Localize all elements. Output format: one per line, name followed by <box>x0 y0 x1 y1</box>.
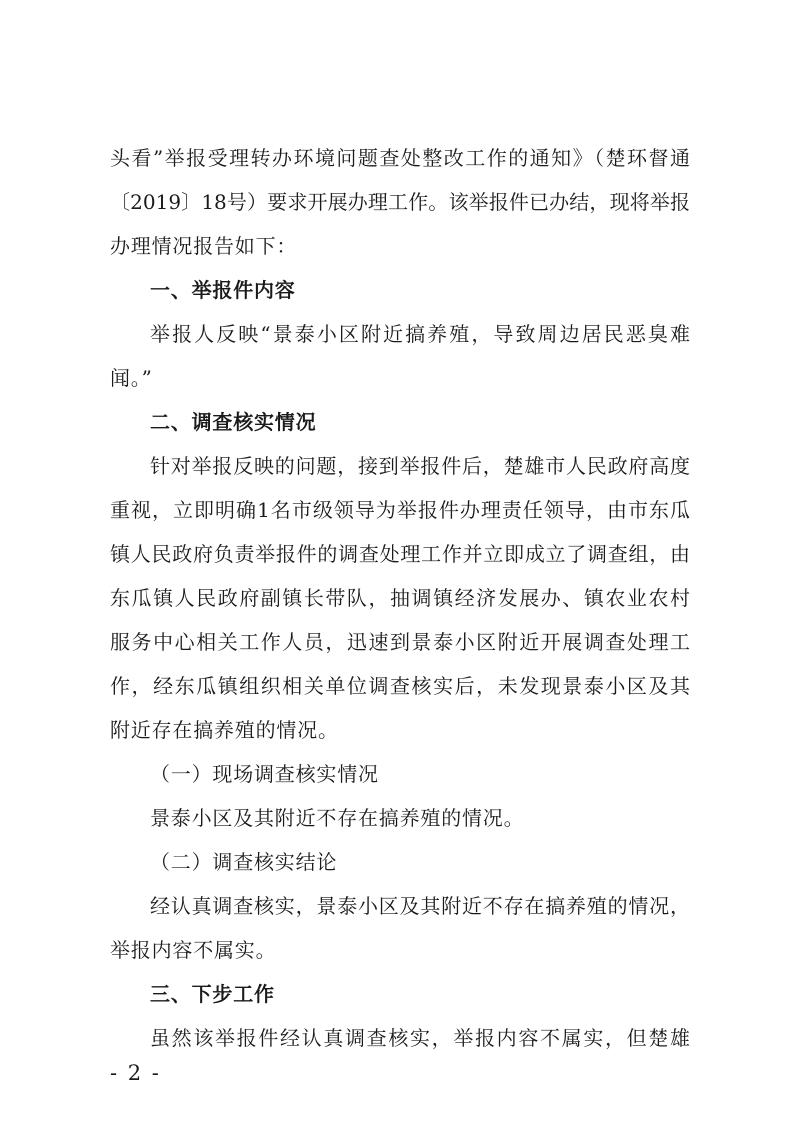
body-line-18: 经认真调查核实，景泰小区及其附近不存在搞养殖的情况， <box>150 894 690 918</box>
subsection-heading-2: （二）调查核实结论 <box>150 850 338 874</box>
body-line-5: 举报人反映“景泰小区附近搞养殖，导致周边居民恶臭难 <box>150 322 690 346</box>
body-line-19: 举报内容不属实。 <box>110 938 277 962</box>
body-line-13: 作，经东瓜镇组织相关单位调查核实后，未发现景泰小区及其 <box>110 674 690 698</box>
subsection-heading-1: （一）现场调查核实情况 <box>150 762 379 786</box>
section-heading-1: 一、举报件内容 <box>150 278 296 302</box>
body-line-12: 服务中心相关工作人员，迅速到景泰小区附近开展调查处理工 <box>110 630 690 654</box>
body-line-21: 虽然该举报件经认真调查核实，举报内容不属实，但楚雄 <box>150 1026 690 1050</box>
body-line-14: 附近存在搞养殖的情况。 <box>110 718 339 742</box>
page-number: - 2 - <box>110 1061 161 1085</box>
body-line-1: 头看”举报受理转办环境问题查处整改工作的通知》（楚环督通 <box>110 146 690 170</box>
body-line-2: 〔2019〕18号）要求开展办理工作。该举报件已办结，现将举报 <box>110 190 690 214</box>
body-line-3: 办理情况报告如下： <box>110 234 298 258</box>
body-line-9: 重视，立即明确1名市级领导为举报件办理责任领导，由市东瓜 <box>110 498 690 522</box>
body-line-8: 针对举报反映的问题，接到举报件后，楚雄市人民政府高度 <box>150 454 690 478</box>
body-line-11: 东瓜镇人民政府副镇长带队，抽调镇经济发展办、镇农业农村 <box>110 586 690 610</box>
section-heading-2: 二、调查核实情况 <box>150 410 317 434</box>
body-line-6: 闻。” <box>110 366 153 390</box>
body-line-16: 景泰小区及其附近不存在搞养殖的情况。 <box>150 806 525 830</box>
section-heading-3: 三、下步工作 <box>150 982 275 1006</box>
body-line-10: 镇人民政府负责举报件的调查处理工作并立即成立了调查组，由 <box>110 542 690 566</box>
